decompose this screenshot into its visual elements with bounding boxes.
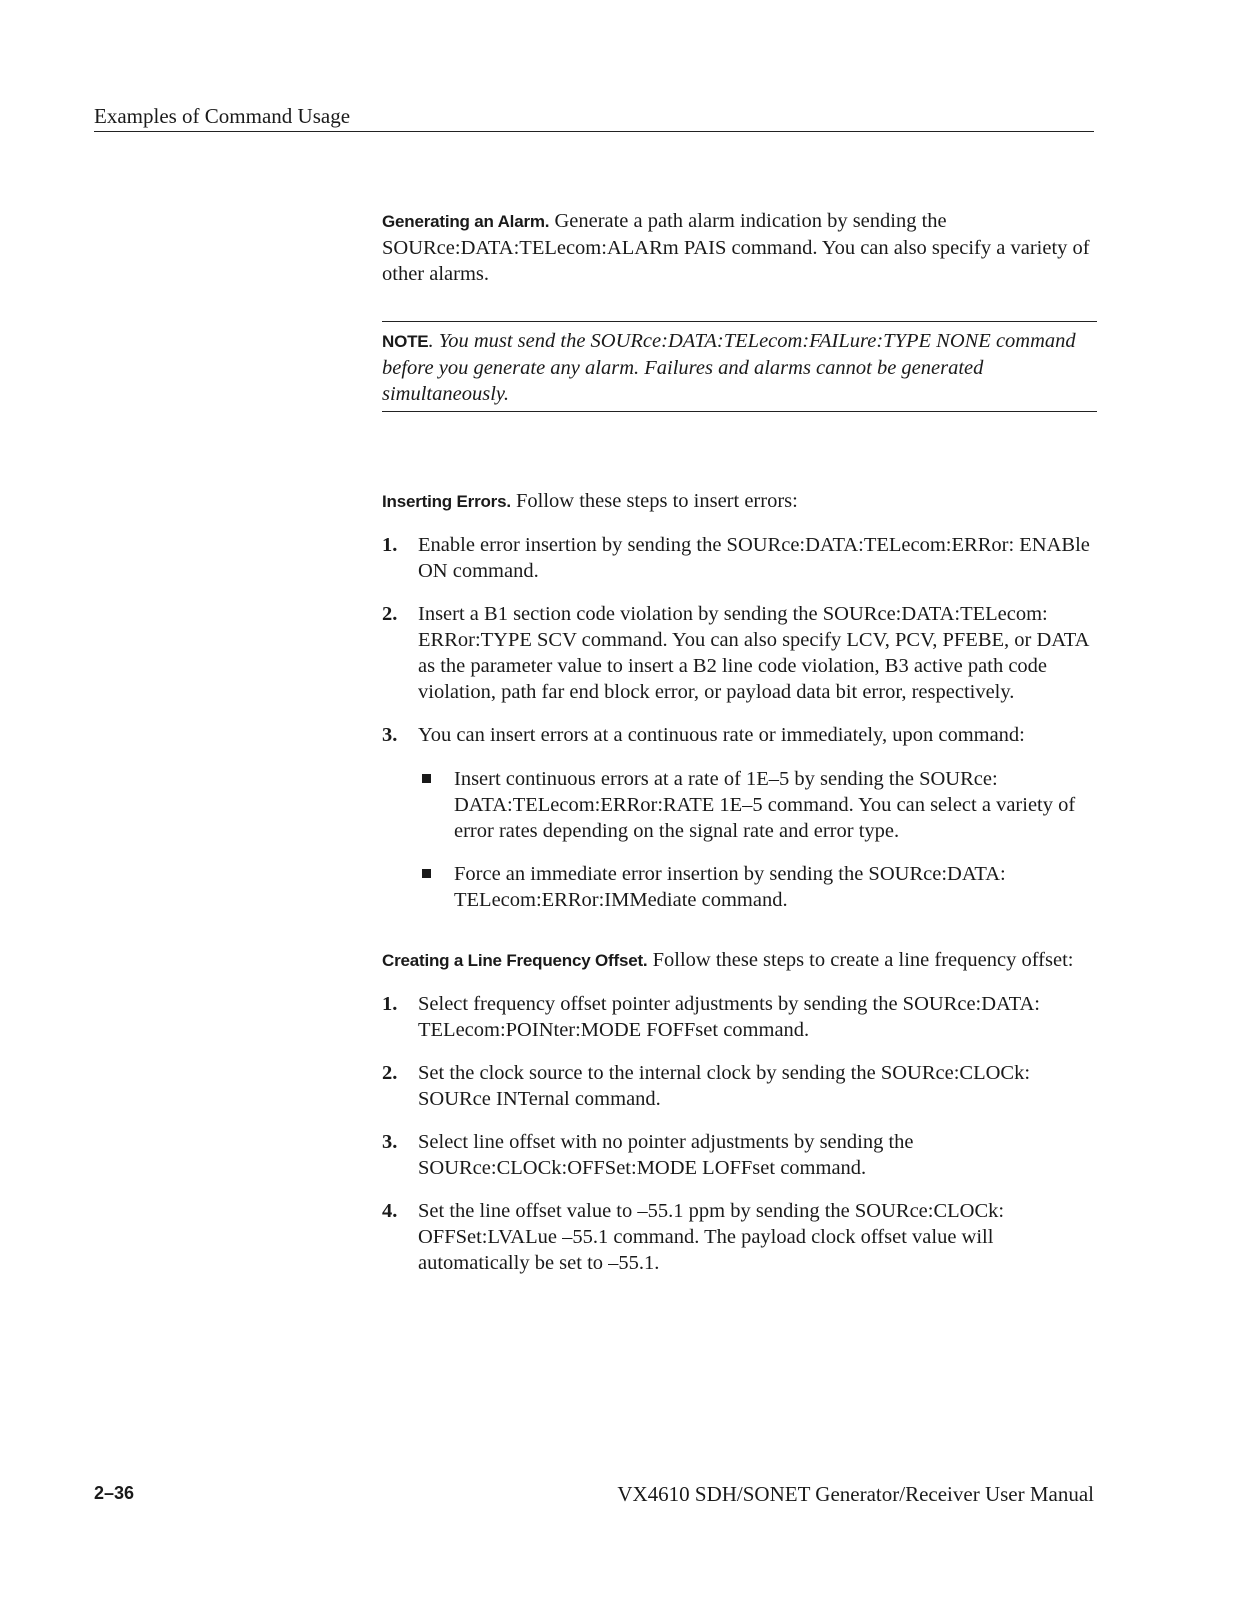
list-item [382,766,1097,844]
errors-intro-paragraph [382,488,1097,515]
bullet-text: Insert continuous errors at a rate of 1E–5 by sending the SOURce: DATA:TELecom:ERRor:RATE 1E–5 command. You can select a variety of error rates depending on the signal rate and error type. [454,768,1076,842]
alarm-heading: Generating an Alarm. [382,212,550,231]
list-item [382,532,1097,584]
page-body [382,208,1097,1276]
note-text: . You must send the SOURce:DATA:TELecom:FAILure:TYPE NONE command before you generate any alarm. Failures and alarms cannot be generated simultaneously. [382,330,1076,405]
header-rule [94,131,1094,132]
step-number: 3. [382,724,398,746]
alarm-text: Generate a path alarm indication by sending the SOURce:DATA:TELecom:ALARm PAIS command. You can also specify a variety of other alarms. [382,210,1090,285]
step-number: 1. [382,993,398,1015]
list-item [382,991,1097,1043]
step-text: Insert a B1 section code violation by sending the SOURce:DATA:TELecom: ERRor:TYPE SCV command. You can also specify LCV, PCV, PFEBE, or DATA as the parameter value to insert a B2 line code violation, B3 active path code violation, path far end block error, or payload data bit error, respectively. [418,603,1089,703]
offset-intro: Follow these steps to create a line frequency offset: [647,949,1074,971]
running-header: Examples of Command Usage [94,104,351,128]
errors-heading: Inserting Errors. [382,492,511,511]
step-number: 3. [382,1131,398,1153]
list-item [382,722,1097,913]
list-item [382,1198,1097,1276]
step-text: You can insert errors at a continuous rate or immediately, upon command: [418,724,1025,746]
offset-steps [382,991,1097,1276]
step-text: Select line offset with no pointer adjustments by sending the SOURce:CLOCk:OFFSet:MODE LOFFset command. [418,1131,914,1179]
page-number: 2–36 [94,1483,135,1503]
errors-intro: Follow these steps to insert errors: [510,490,798,512]
step-text: Set the line offset value to –55.1 ppm by sending the SOURce:CLOCk: OFFSet:LVALue –55.1 command. The payload clock offset value will automatically be set to –55.1. [418,1200,1005,1274]
list-item [382,861,1097,913]
note-label: NOTE [382,332,429,351]
step-number: 4. [382,1200,398,1222]
errors-steps [382,532,1097,913]
manual-title: VX4610 SDH/SONET Generator/Receiver User Manual [617,1482,1094,1506]
step-number: 2. [382,1062,398,1084]
step-text: Select frequency offset pointer adjustments by sending the SOURce:DATA: TELecom:POINter:MODE FOFFset command. [418,993,1040,1041]
alarm-paragraph [382,208,1097,287]
section-line-frequency-offset [382,947,1097,1276]
bullet-text: Force an immediate error insertion by sending the SOURce:DATA: TELecom:ERRor:IMMediate command. [454,863,1006,911]
list-item [382,601,1097,705]
list-item [382,1129,1097,1181]
square-bullet-icon [422,869,431,878]
square-bullet-icon [422,774,431,783]
step-number: 2. [382,603,398,625]
note-box [382,321,1097,412]
step-text: Enable error insertion by sending the SOURce:DATA:TELecom:ERRor: ENABle ON command. [418,534,1090,582]
offset-intro-paragraph [382,947,1097,974]
section-inserting-errors [382,488,1097,913]
errors-bullets [418,766,1097,913]
section-generating-alarm [382,208,1097,287]
step-number: 1. [382,534,398,556]
offset-heading: Creating a Line Frequency Offset. [382,951,648,970]
list-item [382,1060,1097,1112]
step-text: Set the clock source to the internal clock by sending the SOURce:CLOCk: SOURce INTernal command. [418,1062,1031,1110]
